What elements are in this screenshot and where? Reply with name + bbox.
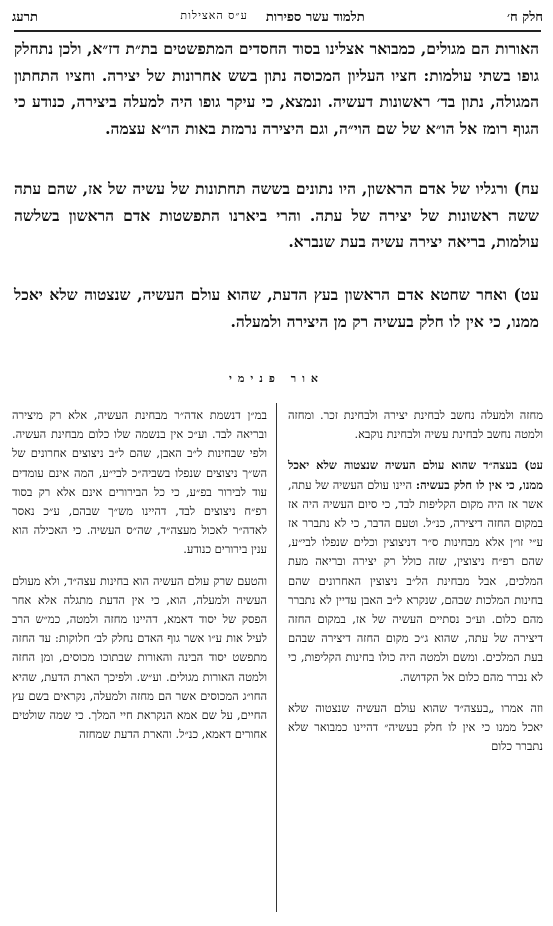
commentary-paragraph: עט) בעצה״ד שהוא עולם העשיה שנצטוה שלא יאכל ממנו, כי אין לו חלק בעשיה: היינו עולם העשיה של עתה, אשר אז היה מקום הקליפות לבד, כי סיום העשיה היה אז במקום החזה דיצירה, כנ״ל. וטעם הדבר, כי לא נתברר אז ע״י זו״ן אלא מבחינות ס״ר דניצוצין וכלים שנפלו לבי״ע, שהם רפ״ח ניצוצין, שזה כולל רק יצירה ובריאה מעת המלכים, אבל מבחינת הל״ב ניצוצין האחרונים שהם בחינות המלכות שבהם, שנקרא ל״ב האבן עדיין לא נתברר מהם כלום. וע״כ נסתיים העשיה של אז, במקום החזה דיצירה של עתה, שהוא ג״כ מקום החזה דיצירה שבהם בעת המלכים. ומשם ולמטה היה כולו בחינות הקליפות, כי לא נברר מהם כלום אל הקדושה.: [288, 458, 543, 684]
main-paragraph-1: האורות הם מגולים, כמבואר אצלינו בסוד החסדים המתפשטים בת״ת דז״א, ולכן נתחלק גופו בשתי עולמות: חציו העליון המכוסה נתון בשש אחרונות של יצירה. וחציו התחתון המגולה, נתון בד׳ ראשונות דעשיה. ונמצא, כי עיקר גופו היה למעלה ביצירה, כנודע כי הגוף רומז אל הו״א של שם הוי״ה, וגם היצירה נרמזת באות הו״א עצמה.: [14, 39, 539, 138]
book-title: תלמוד עשר ספירות: [265, 10, 365, 25]
commentary-paragraph: במ״ן דנשמת אדה״ר מבחינת העשיה, אלא רק מיצירה ובריאה לבד. וע״כ אין בנשמה שלו כלום מבחינת העשיה. ולפי שבחינות ל״ב האבן, שהם ל״ב ניצוצים אחרונים של הש״ך ניצוצים שנפלו בשביה״כ לבי״ע, המה אינם עומדים עוד לבירור בפ״ע, כי כל הבירורים אינם אלא רק בסוד רפ״ח ניצוצים לבד, דהיינו מש״ך שבהם, ע״כ נאסר לאדה״ר לאכול מעצה״ד, שה״ס העשיה. כי האכילה הוא ענין בירורים כנודע.: [12, 408, 267, 557]
header-center: [180, 9, 364, 25]
section-label: ע״ס האצילות: [180, 9, 248, 22]
section-title: אור פנימי: [229, 372, 324, 385]
commentary-paragraph: וזה אמרו „בעצה״ד שהוא עולם העשיה שנצטוה שלא יאכל ממנו כי אין לו חלק בעשיה״ דהיינו כמבואר שלא נתברר כלום: [288, 700, 543, 754]
commentary-paragraph: מחזה ולמעלה נחשב לבחינת יצירה ולבחינת זכר. ומחזה ולמטה נחשב לבחינת עשיה ולבחינת נוקבא.: [288, 408, 543, 442]
main-paragraph-2: עח) ורגליו של אדם הראשון, היו נתונים בששה תחתונות של עשיה של אז, שהם עתה ששה ראשונות של יצירה של עתה. והרי ביארנו התפשטות אדם הראשון בשלשה עולמות, בריאה יצירה עשיה בעת שנברא.: [14, 179, 539, 251]
commentary-lead: עט) בעצה״ד שהוא עולם העשיה שנצטוה שלא יאכל ממנו, כי אין לו חלק בעשיה:: [288, 458, 543, 492]
page-number: תרעג: [12, 10, 38, 25]
part-label: חלק ח׳: [507, 10, 543, 25]
commentary-paragraph: והטעם שרק עולם העשיה הוא בחינות עצה״ד, ולא מעולם העשיה ולמעלה, הוא, כי אין הדעת מתגלה אלא אחר הפסק של יסוד דאמא, דהיינו מחזה ולמטה, כמ״ש הרב לעיל אות ע״ו אשר גוף האדם נחלק לב׳ חלוקות: עד החזה מתפשט יסוד הבינה והאורות שבתוכו מכוסים, ומן החזה ולמטה האורות מגולים. וע״ש. ולפיכך הארת הדעת, שהיא החו״ג המכוסים אשר הם מחזה ולמעלה, נקראים בשם עץ החיים, על שם אמא הנקראת חיי המלך. כי שמה שולטים אחורים דאמא, כנ״ל. והארת הדעת שמחזה: [12, 573, 267, 742]
commentary-right-column: [288, 406, 543, 768]
header-rule: [14, 30, 541, 32]
commentary-left-column: [12, 406, 267, 756]
column-divider: [276, 403, 277, 912]
main-paragraph-3: עט) ואחר שחטא אדם הראשון בעץ הדעת, שהוא עולם העשיה, שנצטוה שלא יאכל ממנו, כי אין לו חלק בעשיה רק מן היצירה ולמעלה.: [14, 285, 539, 331]
running-header: [12, 6, 543, 28]
